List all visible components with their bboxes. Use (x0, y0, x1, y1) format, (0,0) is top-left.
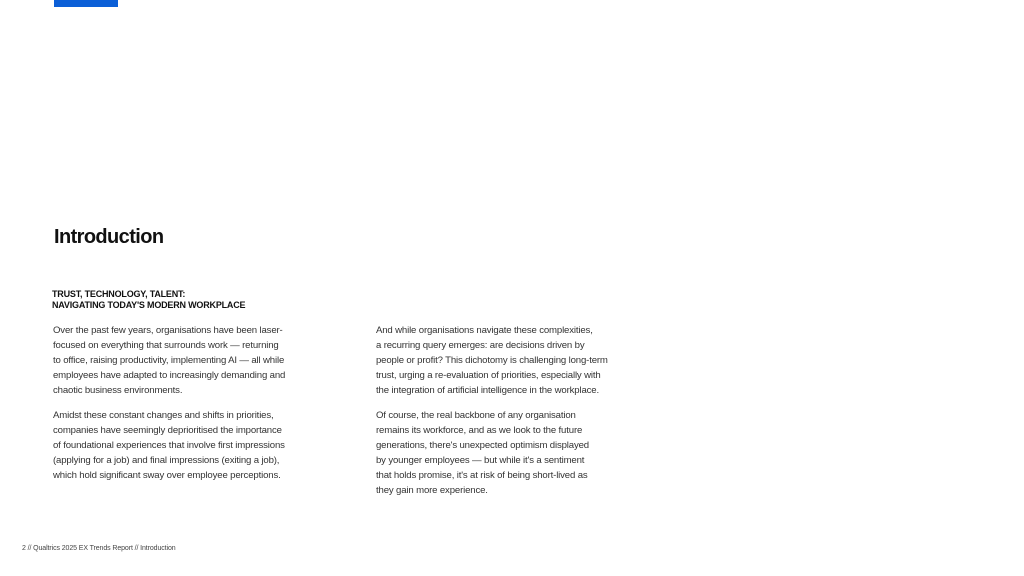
section-heading-line-1: TRUST, TECHNOLOGY, TALENT: (52, 289, 186, 299)
paragraph: Amidst these constant changes and shifts in priorities, companies have seemingly deprioritised the importance of foundational experiences that involve first impressions (applying for a job) and final impressions (exiting a job), which hold significant sway over employee perceptions. (53, 410, 285, 481)
paragraph: And while organisations navigate these complexities, a recurring query emerges: are decisions driven by people or profit? This dichotomy is challenging long-term trust, urging a re-evaluation of priorities, especially with the integration of artificial intelligence in the workplace. (376, 325, 608, 396)
page-footer: 2 // Qualtrics 2025 EX Trends Report // Introduction (22, 545, 176, 552)
page-title: Introduction (54, 226, 164, 248)
paragraph: Over the past few years, organisations have been laser- focused on everything that surrounds work — returning to office, raising productivity, implementing AI — all while employees have adapted to increasingly demanding and chaotic business environments. (53, 325, 286, 396)
right-column (376, 323, 656, 508)
paragraph: Of course, the real backbone of any organisation remains its workforce, and as we look to the future generations, there's unexpected optimism displayed by younger employees — but while it's a sentiment that holds promise, it's at risk of being short-lived as they gain more experience. (376, 410, 589, 496)
left-column (53, 323, 333, 493)
section-heading-line-2: NAVIGATING TODAY'S MODERN WORKPLACE (52, 300, 246, 310)
accent-bar (54, 0, 118, 7)
section-heading (52, 289, 245, 311)
